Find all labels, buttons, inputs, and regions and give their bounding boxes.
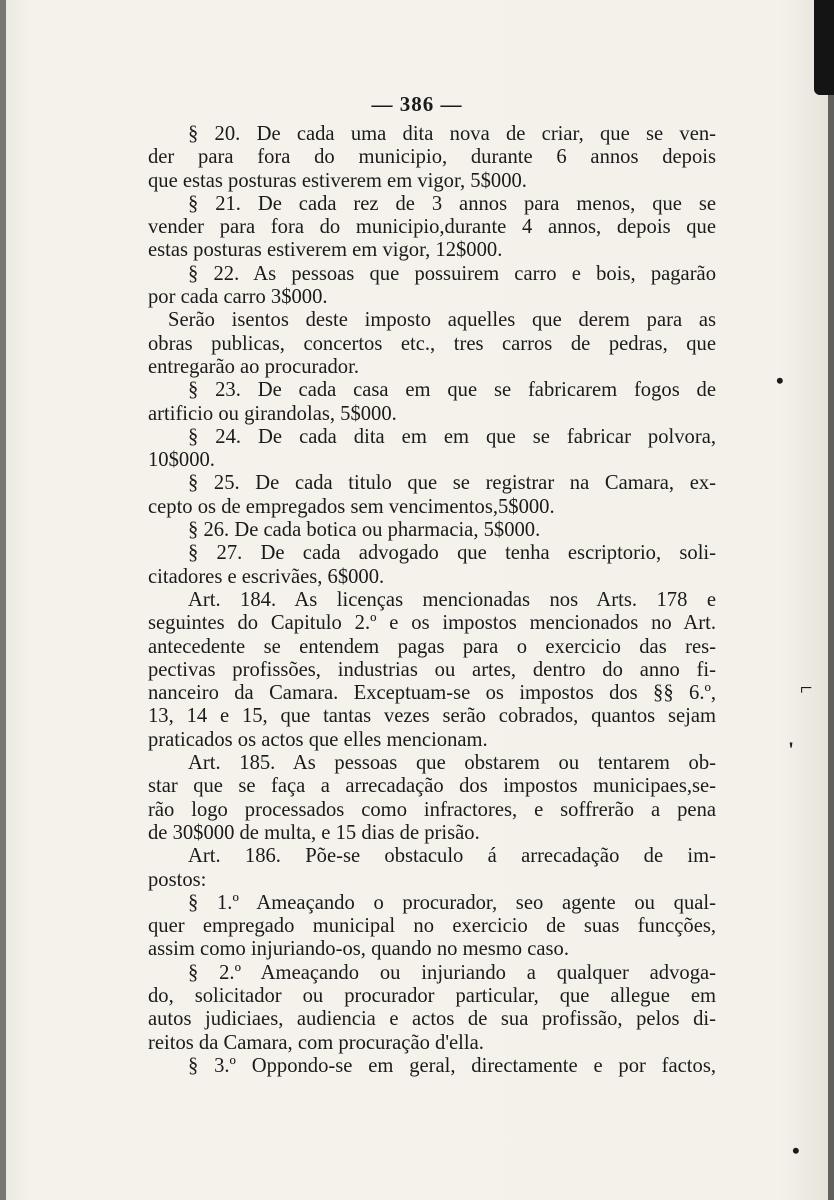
text-line: que estas posturas estiverem em vigor, 5$000. xyxy=(148,169,527,192)
text-line: praticados os actos que elles mencionam. xyxy=(148,728,488,751)
text-line: do, solicitador ou procurador particular, que allegue em xyxy=(148,984,716,1007)
text-line: citadores e escrivães, 6$000. xyxy=(148,565,385,588)
ink-speck: • xyxy=(776,368,784,393)
text-line: § 24. De cada dita em em que se fabricar polvora, xyxy=(188,425,716,448)
text-line: § 2.º Ameaçando ou injuriando a qualquer advoga- xyxy=(188,961,716,984)
text-line: estas posturas estiverem em vigor, 12$000. xyxy=(148,239,503,262)
text-line: § 20. De cada uma dita nova de criar, que se ven- xyxy=(188,123,716,145)
text-line: pectivas profissões, industrias ou artes, dentro do anno fi- xyxy=(148,658,716,681)
text-line: por cada carro 3$000. xyxy=(148,286,328,309)
ink-speck: ' xyxy=(788,737,795,762)
text-line: 10$000. xyxy=(148,449,215,472)
text-line: rão logo processados como infractores, e soffrerão a pena xyxy=(148,798,716,821)
page-edge-shadow-left xyxy=(0,0,6,1200)
text-line: de 30$000 de multa, e 15 dias de prisão. xyxy=(148,821,480,844)
text-line: § 26. De cada botica ou pharmacia, 5$000. xyxy=(188,519,541,542)
text-line: autos judiciaes, audiencia e actos de sua profissão, pelos di- xyxy=(148,1008,716,1031)
text-line: assim como injuriando-os, quando no mesmo caso. xyxy=(148,938,569,961)
text-line: Art. 186. Põe-se obstaculo á arrecadação de im- xyxy=(188,845,716,868)
text-line: § 1.º Ameaçando o procurador, seo agente ou qual- xyxy=(188,891,716,914)
text-line: 13, 14 e 15, que tantas vezes serão cobrados, quantos sejam xyxy=(148,705,716,728)
page-edge-shadow-right xyxy=(828,0,834,1200)
text-line: star que se faça a arrecadação dos impostos municipaes,se- xyxy=(148,775,716,798)
text-line: Art. 184. As licenças mencionadas nos Arts. 178 e xyxy=(188,588,716,611)
text-line: § 23. De cada casa em que se fabricarem fogos de xyxy=(188,379,716,402)
text-line: § 27. De cada advogado que tenha escriptorio, soli- xyxy=(188,542,716,565)
text-line: § 22. As pessoas que possuirem carro e bois, pagarão xyxy=(188,262,716,285)
text-line: cepto os de empregados sem vencimentos,5$000. xyxy=(148,495,555,518)
text-line: § 25. De cada titulo que se registrar na Camara, ex- xyxy=(188,472,716,495)
text-line: § 3.º Oppondo-se em geral, directamente e por factos, xyxy=(188,1054,716,1077)
body-text xyxy=(148,123,716,1078)
text-line: Serão isentos deste imposto aquelles que derem para as xyxy=(168,309,716,332)
ink-speck: ⌐ xyxy=(800,675,813,700)
text-line: quer empregado municipal no exercicio de suas funcções, xyxy=(148,915,716,938)
text-line: reitos da Camara, com procuração d'ella. xyxy=(148,1031,484,1054)
text-line: antecedente se entendem pagas para o exercicio das res- xyxy=(148,635,716,658)
text-line: artificio ou girandolas, 5$000. xyxy=(148,402,397,425)
text-line: nanceiro da Camara. Exceptuam-se os impostos dos §§ 6.º, xyxy=(148,682,716,705)
text-line: seguintes do Capitulo 2.º e os impostos mencionados no Art. xyxy=(148,612,716,635)
binding-tab xyxy=(814,0,834,95)
text-line: postos: xyxy=(148,868,207,891)
text-line: entregarão ao procurador. xyxy=(148,355,359,378)
ink-speck: • xyxy=(792,1138,800,1163)
text-line: Art. 185. As pessoas que obstarem ou tentarem ob- xyxy=(188,752,716,775)
text-line: der para fora do municipio, durante 6 annos depois xyxy=(148,146,716,169)
text-line: vender para fora do municipio,durante 4 annos, depois que xyxy=(148,216,716,239)
page-number: — 386 — xyxy=(371,92,463,116)
text-line: § 21. De cada rez de 3 annos para menos, que se xyxy=(188,192,716,215)
text-line: obras publicas, concertos etc., tres carros de pedras, que xyxy=(148,332,716,355)
